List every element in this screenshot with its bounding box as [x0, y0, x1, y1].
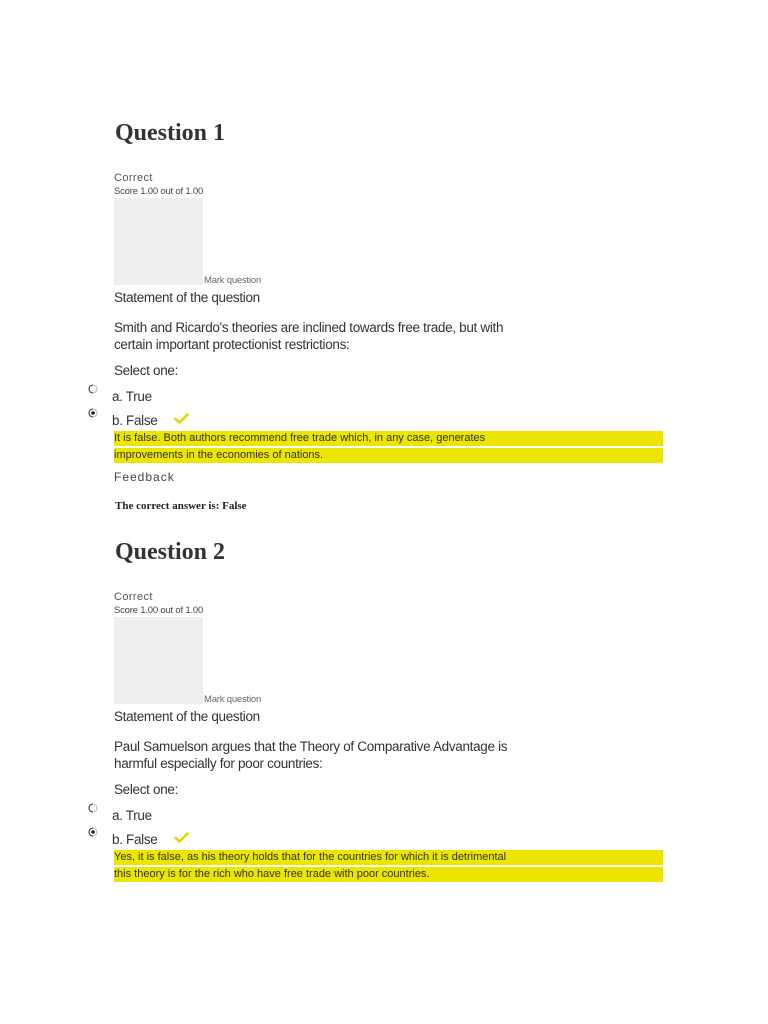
specific-feedback [114, 850, 663, 884]
feedback-line: Yes, it is false, as his theory holds that for the countries for which it is detrimental [114, 850, 663, 865]
question-title: Question 1 [115, 120, 226, 146]
feedback-line: this theory is for the rich who have free trade with poor countries. [114, 867, 663, 882]
answer-option-b[interactable] [86, 408, 206, 428]
radio-button-icon[interactable] [88, 384, 98, 394]
correct-check-icon [174, 832, 189, 843]
question-grade: Score 1.00 out of 1.00 [114, 186, 204, 197]
answer-option-label: a. True [112, 808, 152, 823]
answer-option-label: b. False [112, 832, 158, 847]
answer-option-label: b. False [112, 413, 158, 428]
question-text [114, 738, 507, 772]
question-2 [0, 529, 768, 939]
flag-image[interactable] [114, 617, 203, 704]
question-grade: Score 1.00 out of 1.00 [114, 605, 204, 616]
question-title: Question 2 [115, 539, 226, 565]
question-text-line: harmful especially for poor countries: [114, 756, 323, 771]
statement-heading: Statement of the question [114, 709, 260, 724]
answer-option-label: a. True [112, 389, 152, 404]
question-1 [0, 110, 768, 520]
answer-option-b[interactable] [86, 827, 206, 847]
question-text-line: certain important protectionist restrictions: [114, 337, 350, 352]
radio-button-icon[interactable] [88, 408, 98, 418]
answer-option-a[interactable] [86, 384, 206, 404]
question-text-line: Paul Samuelson argues that the Theory of Comparative Advantage is [114, 739, 508, 754]
question-state: Correct [114, 591, 153, 603]
question-text [114, 319, 503, 353]
specific-feedback [114, 431, 663, 465]
feedback-line: improvements in the economies of nations. [114, 448, 663, 463]
question-text-line: Smith and Ricardo's theories are inclined towards free trade, but with [114, 320, 504, 335]
question-state: Correct [114, 172, 153, 184]
feedback-heading: Feedback [114, 470, 175, 484]
answer-prompt: Select one: [114, 363, 179, 378]
statement-heading: Statement of the question [114, 290, 260, 305]
flag-image[interactable] [114, 198, 203, 285]
correct-check-icon [174, 413, 189, 424]
mark-question-link[interactable]: Mark question [204, 275, 262, 286]
radio-button-icon[interactable] [88, 803, 98, 813]
answer-option-a[interactable] [86, 803, 206, 823]
feedback-line: It is false. Both authors recommend free trade which, in any case, generates [114, 431, 663, 446]
mark-question-link[interactable]: Mark question [204, 694, 262, 705]
radio-button-icon[interactable] [88, 827, 98, 837]
answer-prompt: Select one: [114, 782, 179, 797]
right-answer: The correct answer is: False [115, 500, 247, 512]
